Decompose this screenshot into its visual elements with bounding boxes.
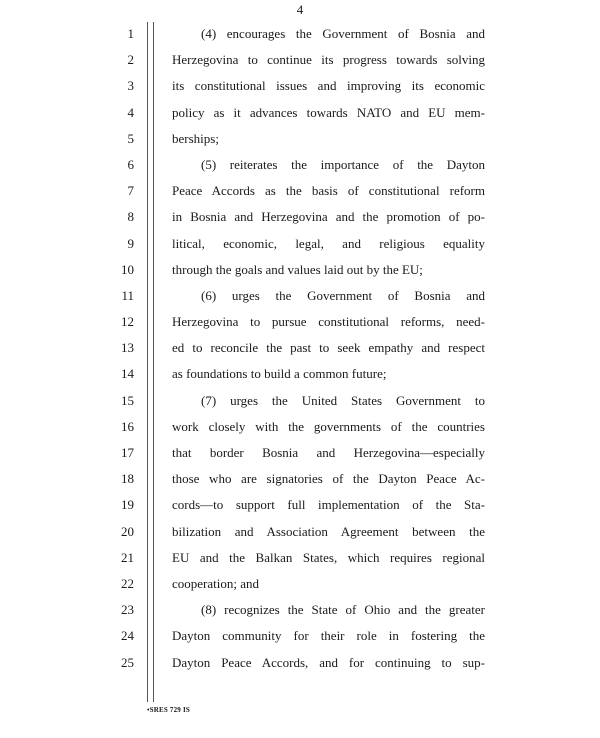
document-line (0, 340, 600, 366)
line-text: through the goals and values laid out by the EU; (172, 261, 423, 277)
line-number: 24 (121, 628, 134, 644)
line-number: 10 (121, 261, 134, 277)
bill-footer: •SRES 729 IS (147, 706, 190, 714)
line-text: ed to reconcile the past to seek empathy and respect (172, 340, 485, 356)
line-text: Dayton community for their role in fostering the (172, 628, 485, 644)
document-line (0, 314, 600, 340)
line-number: 8 (127, 209, 134, 225)
document-line (0, 445, 600, 471)
line-text: cords—to support full implementation of the Sta- (172, 497, 485, 513)
document-line (0, 628, 600, 654)
line-text: Peace Accords as the basis of constitutional reform (172, 183, 485, 199)
line-number: 21 (121, 549, 134, 565)
line-number: 22 (121, 575, 134, 591)
line-text: Herzegovina to continue its progress towards solving (172, 52, 485, 68)
line-text: (4) encourages the Government of Bosnia and (201, 26, 485, 41)
document-line (0, 78, 600, 104)
line-number: 19 (121, 497, 134, 513)
document-line (0, 209, 600, 235)
line-text: Herzegovina to pursue constitutional reforms, need- (172, 314, 485, 330)
line-number: 1 (127, 26, 134, 41)
line-number: 4 (127, 104, 134, 120)
line-text: cooperation; and (172, 575, 259, 591)
line-text: Dayton Peace Accords, and for continuing to sup- (172, 654, 485, 670)
line-number: 7 (127, 183, 134, 199)
line-number: 3 (127, 78, 134, 94)
line-number: 14 (121, 366, 134, 382)
line-number: 16 (121, 418, 134, 434)
line-number: 25 (121, 654, 134, 670)
line-number: 5 (127, 130, 134, 146)
document-line (0, 576, 600, 602)
line-list (0, 26, 600, 681)
line-number: 23 (121, 602, 134, 618)
document-line (0, 288, 600, 314)
document-line (0, 524, 600, 550)
line-text: as foundations to build a common future; (172, 366, 387, 382)
document-line (0, 419, 600, 445)
line-number: 12 (121, 314, 134, 330)
document-line (0, 131, 600, 157)
line-text: work closely with the governments of the countries (172, 418, 485, 434)
document-line (0, 105, 600, 131)
line-text: (8) recognizes the State of Ohio and the greater (201, 602, 485, 618)
line-text: (7) urges the United States Government to (201, 392, 485, 408)
line-text: litical, economic, legal, and religious equality (172, 235, 485, 251)
page-number: 4 (296, 2, 304, 17)
document-line (0, 655, 600, 681)
document-line (0, 602, 600, 628)
line-number: 9 (127, 235, 134, 251)
line-number: 17 (121, 445, 134, 460)
line-number: 2 (127, 52, 134, 68)
document-line (0, 550, 600, 576)
line-text: policy as it advances towards NATO and EU mem- (172, 104, 485, 120)
line-number: 15 (121, 392, 134, 408)
document-line (0, 157, 600, 183)
line-text: that border Bosnia and Herzegovina—especially (172, 445, 485, 460)
line-number: 20 (121, 523, 134, 539)
line-text: (5) reiterates the importance of the Dayton (201, 156, 485, 172)
document-line (0, 26, 600, 52)
line-number: 13 (121, 340, 134, 356)
line-text: (6) urges the Government of Bosnia and (201, 287, 485, 303)
line-number: 18 (121, 471, 134, 487)
line-text: in Bosnia and Herzegovina and the promotion of po- (172, 209, 485, 225)
line-text: berships; (172, 130, 219, 146)
document-line (0, 393, 600, 419)
line-text: EU and the Balkan States, which requires regional (172, 549, 485, 565)
document-line (0, 183, 600, 209)
document-line (0, 497, 600, 523)
document-line (0, 236, 600, 262)
document-line (0, 366, 600, 392)
line-text: its constitutional issues and improving its economic (172, 78, 485, 94)
line-text: those who are signatories of the Dayton Peace Ac- (172, 471, 485, 487)
document-line (0, 52, 600, 78)
line-number: 6 (127, 156, 134, 172)
document-line (0, 262, 600, 288)
document-line (0, 471, 600, 497)
line-text: bilization and Association Agreement between the (172, 523, 485, 539)
line-number: 11 (121, 287, 134, 303)
